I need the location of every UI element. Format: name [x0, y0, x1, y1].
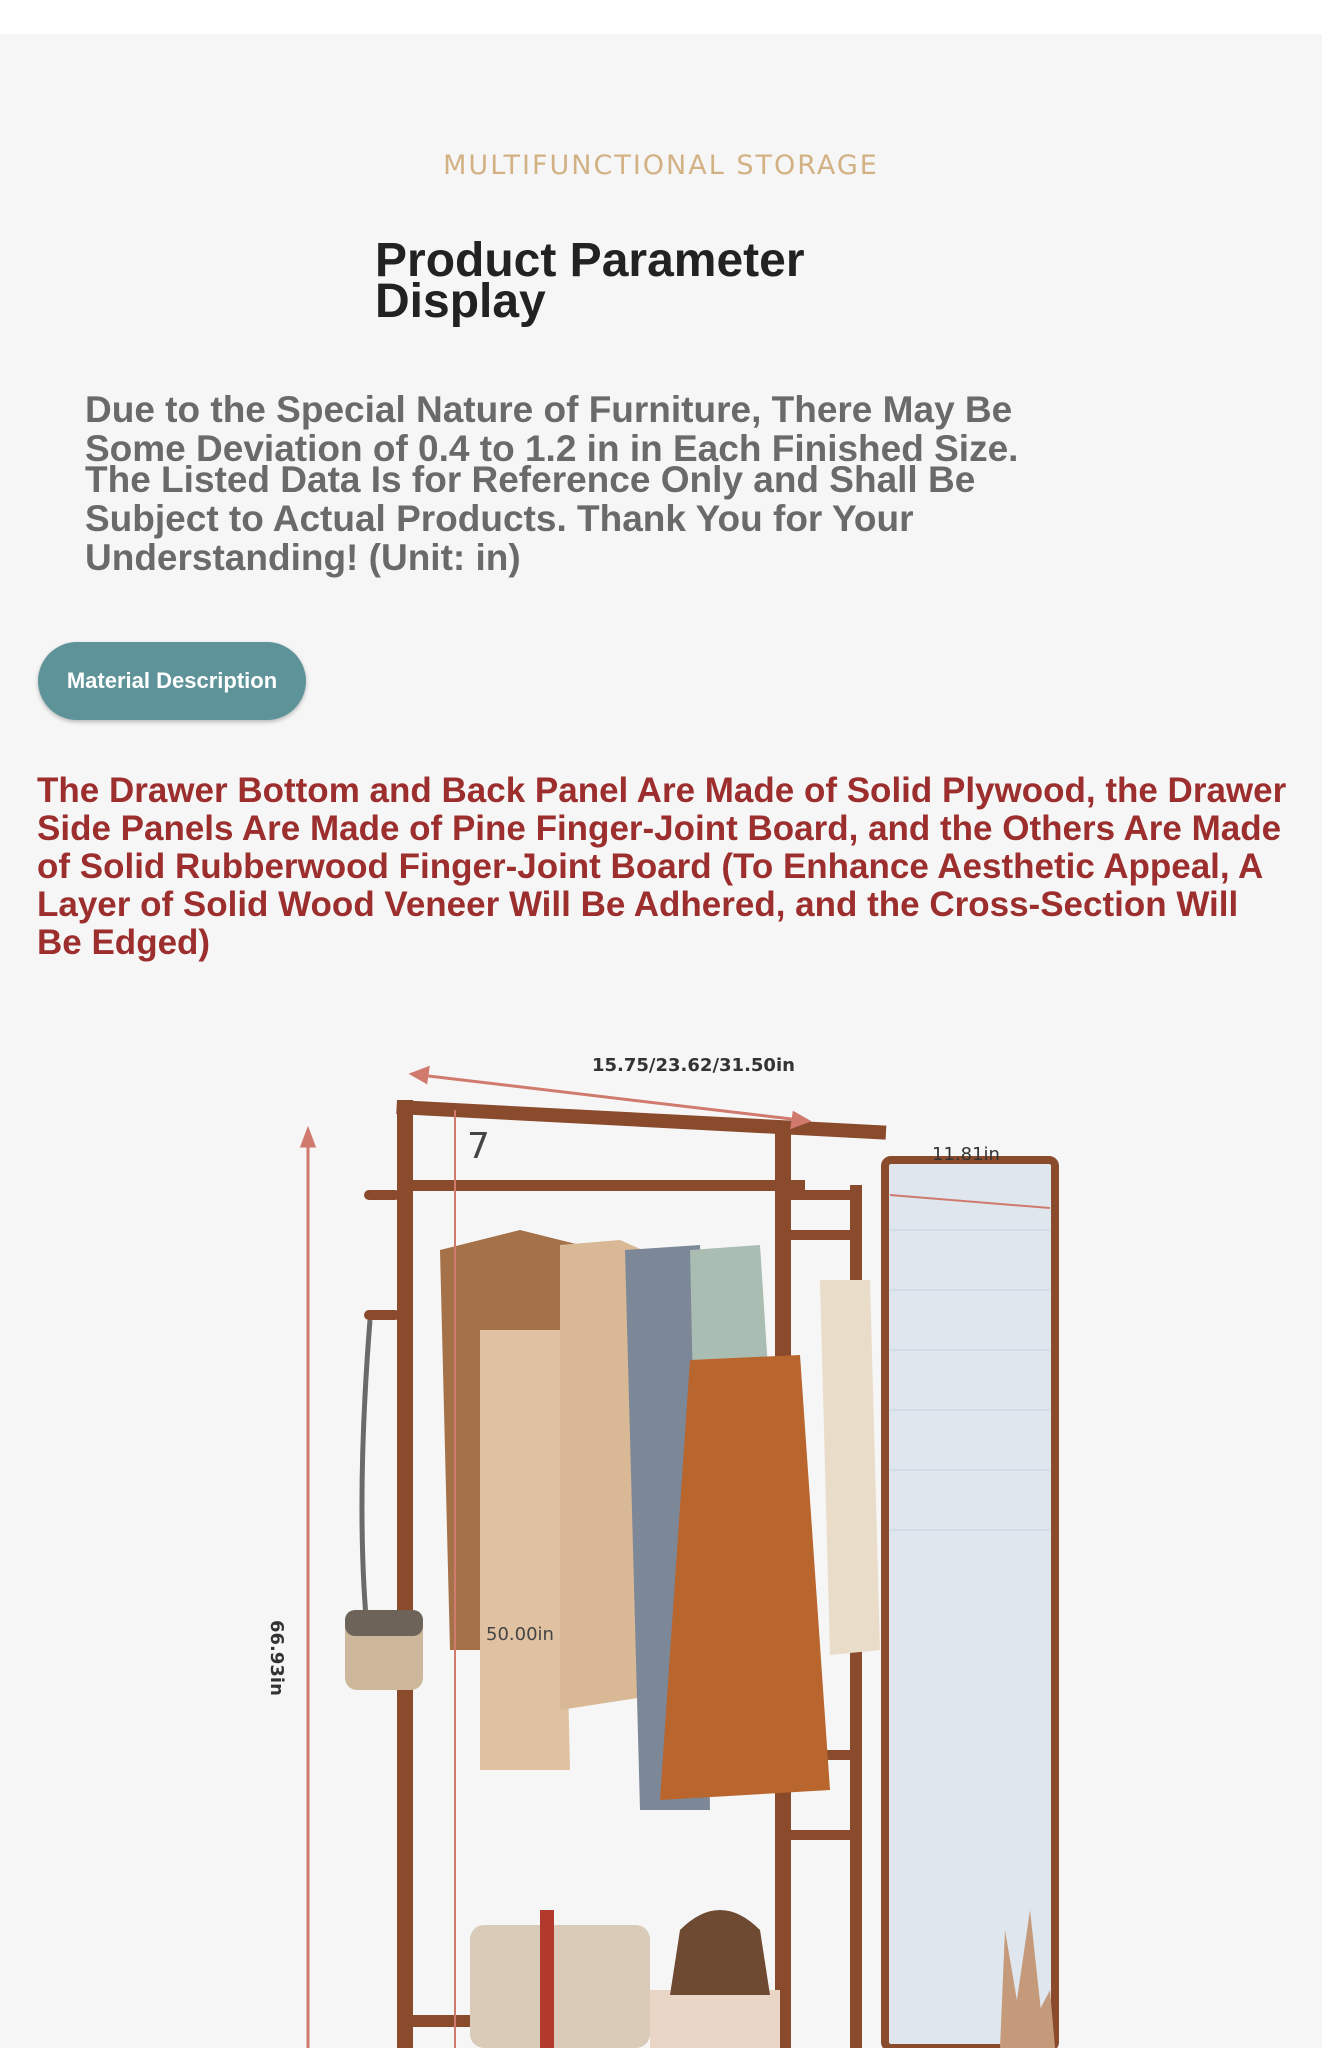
inner-height-label: 50.00in — [486, 1624, 554, 1645]
depth-dimension-label: 11.81in — [932, 1144, 1000, 1165]
notice-line-2: The Listed Data Is for Reference Only and Shall Be Subject to Actual Products. Thank You for Your Understanding! (Unit: in) — [85, 459, 976, 578]
inner-height-marker: 7 — [467, 1126, 490, 1167]
material-description-badge — [38, 642, 306, 720]
material-description-text: The Drawer Bottom and Back Panel Are Made of Solid Plywood, the Drawer Side Panels Are Made of Pine Finger-Joint Board, and the Others Are Made of Solid Rubberwood Finger-Joint Board (To Enhance Aesthetic Appeal, A Layer of Solid Wood Veneer Will Be Adhered, and the Cross-Section Will Be Edged) — [37, 771, 1287, 962]
material-badge-label: Material Description — [66, 668, 278, 693]
section-eyebrow: MULTIFUNCTIONAL STORAGE — [443, 150, 879, 181]
product-dimension-figure — [0, 1030, 1322, 2048]
width-dimension-label: 15.75/23.62/31.50in — [592, 1055, 795, 1076]
height-dimension-label: 66.93in — [266, 1620, 287, 1696]
top-bar — [0, 0, 1322, 34]
notice-line-1: Due to the Special Nature of Furniture, There May Be Some Deviation of 0.4 to 1.2 in in Each Finished Size. — [85, 389, 1019, 469]
bottom-bags — [470, 1910, 780, 2048]
deviation-notice — [85, 390, 1025, 577]
page-title: Product Parameter Display — [375, 234, 805, 328]
hanging-garments — [440, 1230, 880, 1810]
coat-rack-illustration — [0, 1030, 1322, 2048]
